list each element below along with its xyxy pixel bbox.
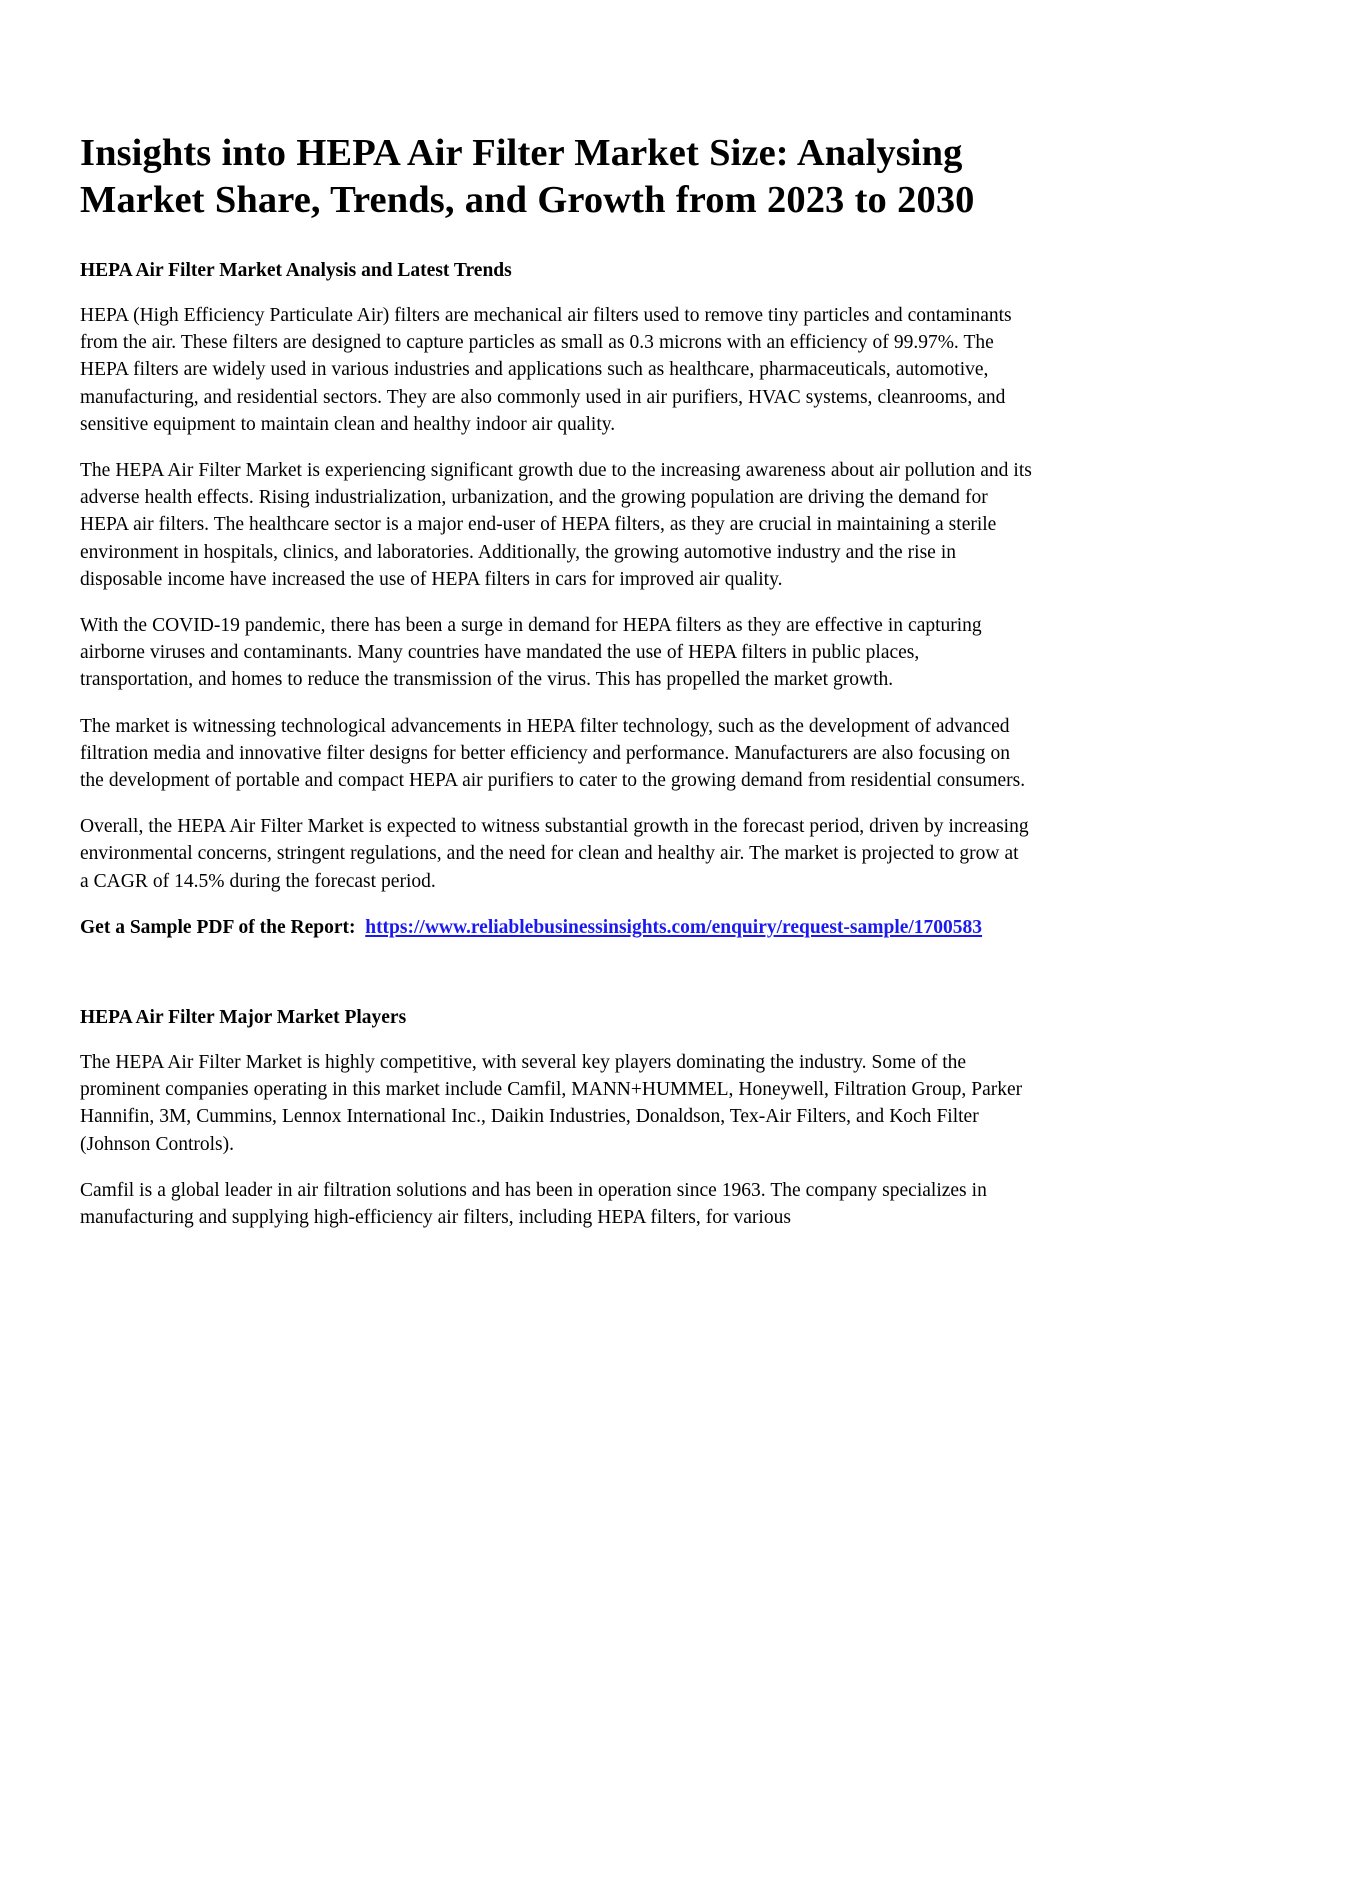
paragraph-competitive-landscape: The HEPA Air Filter Market is highly competitive, with several key players dominating the industry. Some of the prominent companies operating in this market include Camfil, MANN+HUMMEL, Honeywell, Filtration Group, Parker Hannifin, 3M, Cummins, Lennox International Inc., Daikin Industries, Donaldson, Tex-Air Filters, and Koch Filter (Johnson Controls). — [80, 1052, 1023, 1155]
spacer — [80, 224, 1032, 258]
paragraph-hepa-definition: HEPA (High Efficiency Particulate Air) filters are mechanical air filters used to remove tiny particles and contaminants from the air. These filters are designed to capture particles as small as 0.3 microns with an efficiency of 99.97%. The HEPA filters are widely used in various industries and applications such as healthcare, pharmaceuticals, automotive, manufacturing, and residential sectors. They are also commonly used in air purifiers, HVAC systems, cleanrooms, and sensitive equipment to maintain clean and healthy indoor air quality. — [80, 305, 1012, 435]
section-heading-analysis: HEPA Air Filter Market Analysis and Latest Trends — [80, 260, 512, 281]
spacer — [80, 284, 1032, 302]
paragraph-covid-demand: With the COVID-19 pandemic, there has been a surge in demand for HEPA filters as they are effective in capturing airborne viruses and contaminants. Many countries have mandated the use of HEPA filters in public places, transportation, and homes to reduce the transmission of the virus. This has propelled the market growth. — [80, 615, 982, 691]
document-content — [80, 130, 1032, 1231]
spacer — [80, 794, 1032, 813]
paragraph-market-growth-drivers: The HEPA Air Filter Market is experiencing significant growth due to the increasing awareness about air pollution and its adverse health effects. Rising industrialization, urbanization, and the growing population are driving the demand for HEPA air filters. The healthcare sector is a major end-user of HEPA filters, as they are crucial in maintaining a sterile environment in hospitals, clinics, and laboratories. Additionally, the growing automotive industry and the rise in disposable income have increased the use of HEPA filters in cars for improved air quality. — [80, 460, 1032, 590]
spacer — [80, 694, 1032, 713]
spacer — [80, 895, 1032, 914]
sample-pdf-label: Get a Sample PDF of the Report: — [80, 916, 356, 938]
spacer — [80, 941, 1032, 1005]
sample-pdf-link[interactable]: https://www.reliablebusinessinsights.com/enquiry/request-sample/1700583 — [365, 916, 983, 938]
spacer — [80, 593, 1032, 612]
paragraph-camfil-profile: Camfil is a global leader in air filtration solutions and has been in operation since 1963. The company specializes in manufacturing and supplying high-efficiency air filters, including HEPA filters, for various — [80, 1179, 987, 1229]
paragraph-technological-advancements: The market is witnessing technological advancements in HEPA filter technology, such as the development of advanced filtration media and innovative filter designs for better efficiency and performance. Manufacturers are also focusing on the development of portable and compact HEPA air purifiers to cater to the growing demand from residential consumers. — [80, 715, 1026, 792]
section-heading-major-players: HEPA Air Filter Major Market Players — [80, 1007, 407, 1029]
sample-pdf-cta — [80, 914, 1032, 941]
spacer — [80, 438, 1032, 457]
page-title: Insights into HEPA Air Filter Market Size: Analysing Market Share, Trends, and Growth from 2023 to 2030 — [80, 132, 975, 221]
spacer — [80, 1031, 1032, 1049]
paragraph-overall-outlook: Overall, the HEPA Air Filter Market is expected to witness substantial growth in the forecast period, driven by increasing environmental concerns, stringent regulations, and the need for clean and healthy air. The market is projected to grow at a CAGR of 14.5% during the forecast period. — [80, 816, 1029, 892]
spacer — [80, 1158, 1032, 1177]
